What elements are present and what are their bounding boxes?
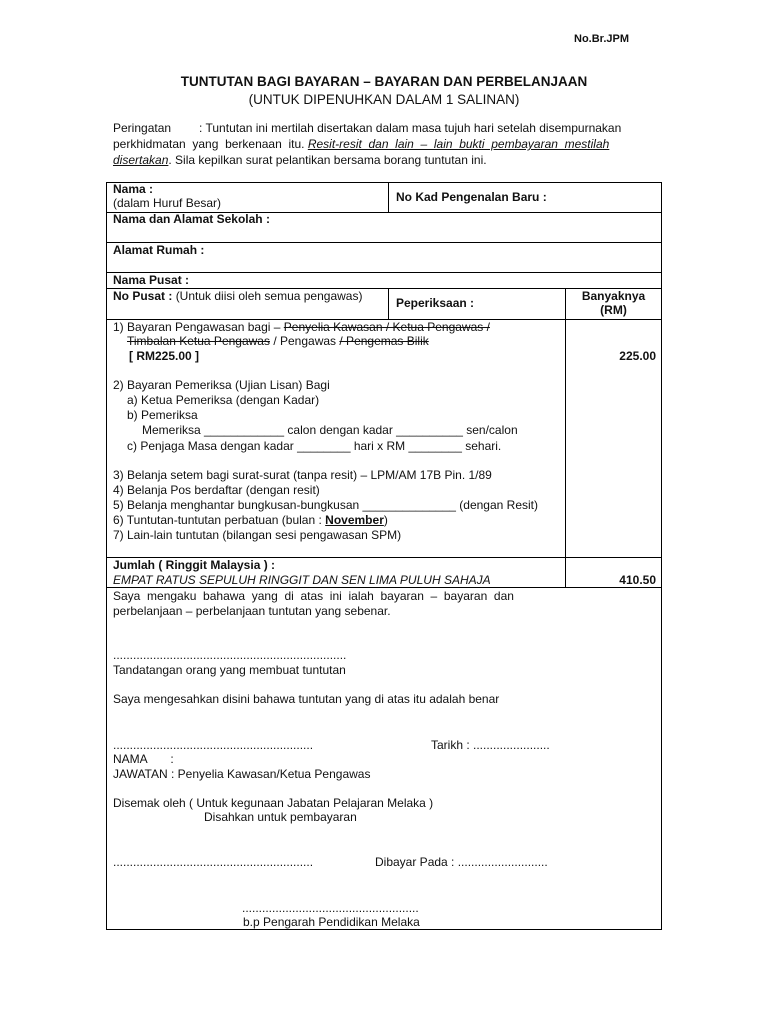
declaration-line-2: perbelanjaan – perbelanjaan tuntutan yang sebenar.: [113, 604, 391, 618]
item-1-struck-2: Timbalan Ketua Pengawas: [127, 334, 270, 348]
nama-hint: (dalam Huruf Besar): [113, 196, 222, 210]
item-2c: c) Penjaga Masa dengan kadar ________ hari x RM ________ sehari.: [127, 439, 502, 453]
item-1: [113, 320, 490, 335]
item-1-struck-1: Penyelia Kawasan / Ketua Pengawas /: [283, 320, 490, 334]
item-1-mid: / Pengawas: [273, 334, 337, 348]
pusat-label: Nama Pusat :: [113, 273, 190, 287]
table-divider: [388, 182, 389, 212]
item-3: 3) Belanja setem bagi surat-surat (tanpa resit) – LPM/AM 17B Pin. 1/89: [113, 468, 492, 482]
warning-line2-italic: Resit-resit dan lain – lain bukti pembayaran mestilah: [307, 137, 610, 151]
total-label: Jumlah ( Ringgit Malaysia ) :: [113, 558, 276, 572]
warning-paragraph: [113, 120, 655, 168]
item-1-line2: [127, 334, 429, 349]
warning-label: Peringatan: [113, 121, 172, 135]
rm-label: (RM): [600, 303, 627, 317]
director-signature-line: .....................................................: [242, 901, 419, 915]
banyaknya-label: Banyaknya: [581, 289, 646, 303]
table-border-left: [106, 182, 107, 930]
warning-line-3: [113, 152, 655, 168]
total-amount: 410.50: [619, 573, 656, 587]
item-5: 5) Belanja menghantar bungkusan-bungkusan ______________ (dengan Resit): [113, 498, 538, 512]
item-6: [113, 513, 388, 528]
rumah-label: Alamat Rumah :: [113, 243, 205, 257]
nama-label: Nama :: [113, 182, 154, 196]
warning-line3-plain: . Sila kepilkan surat pelantikan bersama borang tuntutan ini.: [168, 153, 487, 167]
item-2a: a) Ketua Pemeriksa (dengan Kadar): [127, 393, 320, 407]
declaration-line-1: Saya mengaku bahawa yang di atas ini ialah bayaran – bayaran dan: [113, 589, 514, 603]
item-6-prefix: 6) Tuntutan-tuntutan perbatuan (bulan :: [113, 513, 322, 527]
date-field: Tarikh : .......................: [431, 738, 550, 752]
page-subtitle: (UNTUK DIPENUHKAN DALAM 1 SALINAN): [248, 92, 520, 107]
no-pusat-row: [113, 289, 362, 304]
warning-line-1: [113, 120, 655, 136]
no-pusat-label: No Pusat :: [113, 289, 173, 303]
claimant-signature-label: Tandatangan orang yang membuat tuntutan: [113, 663, 346, 677]
item-4: 4) Belanja Pos berdaftar (dengan resit): [113, 483, 320, 497]
table-border-right: [661, 182, 662, 930]
sekolah-label: Nama dan Alamat Sekolah :: [113, 212, 270, 226]
table-rule: [106, 272, 662, 273]
item-1-rate: [ RM225.00 ]: [129, 349, 200, 363]
approver-signature-line: ............................................................: [113, 855, 314, 869]
no-pusat-hint: (Untuk diisi oleh semua pengawas): [175, 289, 363, 303]
position-field: JAWATAN : Penyelia Kawasan/Ketua Pengawas: [113, 767, 371, 781]
warning-text: : Tuntutan ini mertilah disertakan dalam masa tujuh hari setelah disempurnakan: [199, 121, 622, 135]
approved-for-payment: Disahkan untuk pembayaran: [204, 810, 357, 824]
reviewed-by: Disemak oleh ( Untuk kegunaan Jabatan Pelajaran Melaka ): [113, 796, 434, 810]
page-title: TUNTUTAN BAGI BAYARAN – BAYARAN DAN PERBELANJAAN: [180, 74, 588, 89]
item-1-struck-3: / Pengemas Bilik: [339, 334, 429, 348]
name-field: NAMA :: [113, 752, 174, 766]
warning-line3-italic: disertakan: [113, 153, 169, 167]
total-words: EMPAT RATUS SEPULUH RINGGIT DAN SEN LIMA PULUH SAHAJA: [113, 573, 491, 587]
verifier-signature-line: ............................................................: [113, 738, 314, 752]
item-2b: b) Pemeriksa: [127, 408, 198, 422]
ic-label: No Kad Pengenalan Baru :: [396, 190, 547, 204]
item-1-prefix: 1) Bayaran Pengawasan bagi –: [113, 320, 281, 334]
confirmation-text: Saya mengesahkan disini bahawa tuntutan yang di atas itu adalah benar: [113, 692, 500, 706]
warning-line-2: [113, 136, 655, 152]
item-6-month: November: [325, 513, 384, 527]
item-6-suffix: ): [383, 513, 388, 527]
item-2: 2) Bayaran Pemeriksa (Ujian Lisan) Bagi: [113, 378, 330, 392]
peperiksaan-label: Peperiksaan :: [396, 296, 475, 310]
director-label: b.p Pengarah Pendidikan Melaka: [243, 915, 420, 929]
claimant-signature-line: ......................................................................: [113, 648, 347, 662]
table-rule: [106, 182, 662, 183]
item-2b-detail: Memeriksa ____________ calon dengan kadar __________ sen/calon: [142, 423, 518, 437]
paid-on-field: Dibayar Pada : ...........................: [375, 855, 548, 869]
item-7: 7) Lain-lain tuntutan (bilangan sesi pengawasan SPM): [113, 528, 402, 542]
item-1-amount: 225.00: [619, 349, 656, 363]
table-divider: [565, 288, 566, 587]
form-reference: No.Br.JPM: [574, 33, 630, 45]
warning-line2-plain: perkhidmatan yang berkenaan itu.: [113, 137, 305, 151]
table-divider: [388, 288, 389, 319]
